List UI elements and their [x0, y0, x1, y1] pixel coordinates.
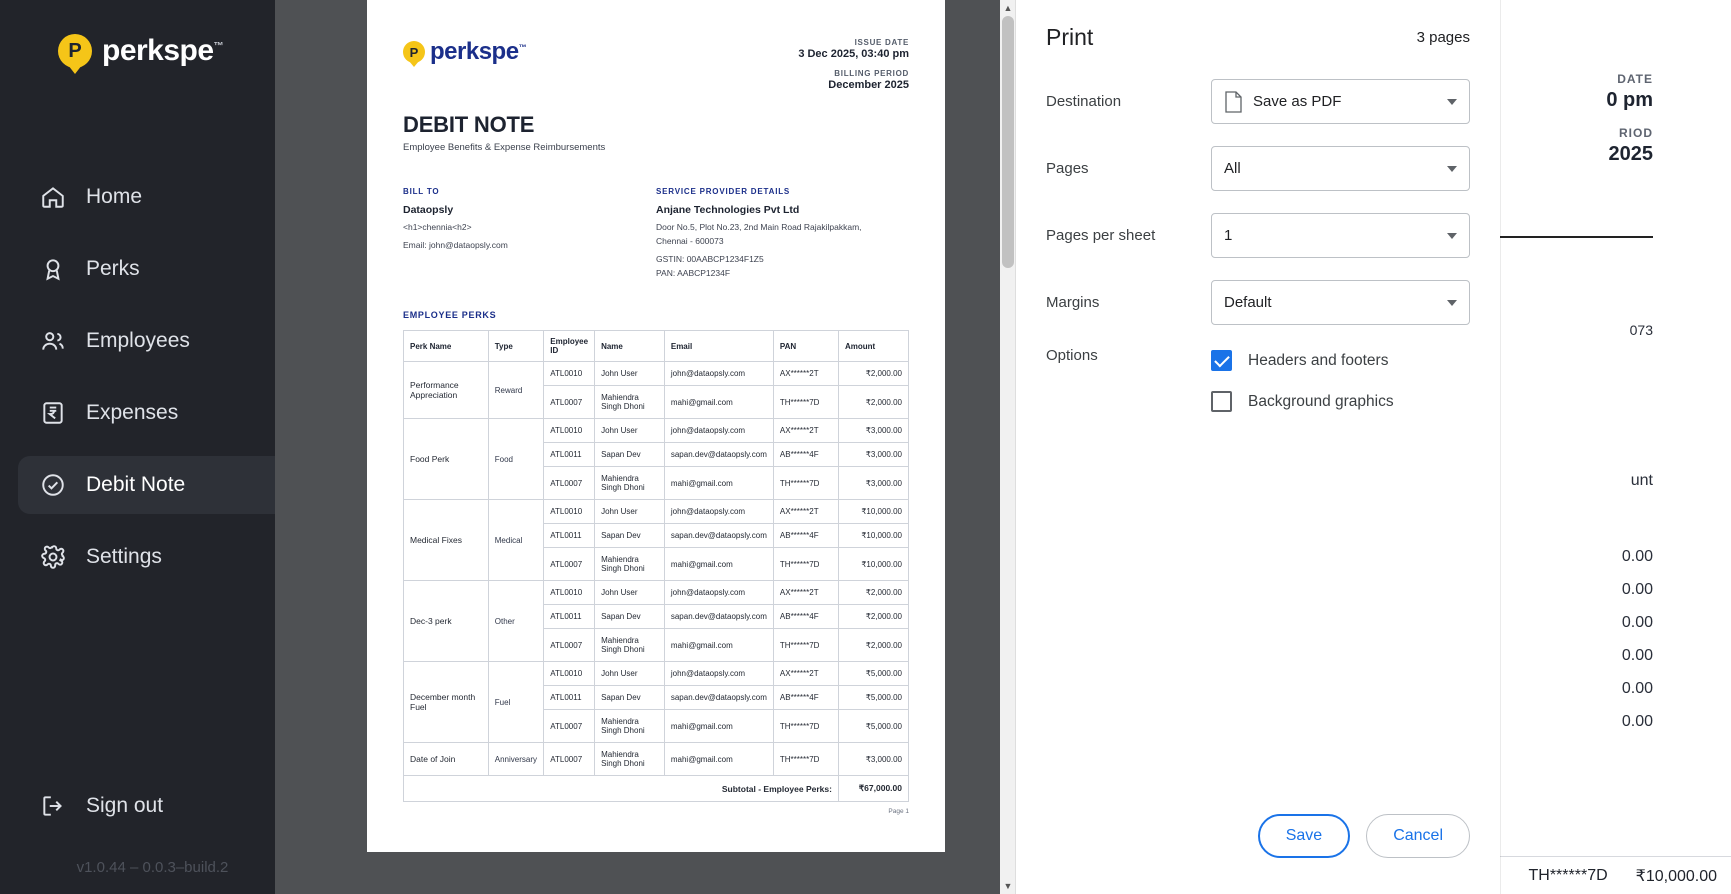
cell-email: mahi@gmail.com: [664, 710, 773, 743]
cell-name: Mahiendra Singh Dhoni: [595, 710, 665, 743]
margins-row: [1046, 280, 1470, 325]
col-employee-id: Employee ID: [544, 331, 595, 362]
cell-amount: ₹3,000.00: [838, 419, 908, 443]
background-cell-pan: TH******7D: [1528, 866, 1608, 884]
bill-to-heading: BILL TO: [403, 187, 440, 196]
check-circle-icon: [38, 470, 68, 500]
cell-amount: ₹3,000.00: [838, 467, 908, 500]
cell-amount: ₹2,000.00: [838, 386, 908, 419]
cell-employee-id: ATL0007: [544, 386, 595, 419]
print-dialog: [1016, 0, 1500, 894]
cell-perk-name: December month Fuel: [404, 662, 489, 743]
cell-pan: AX******2T: [773, 581, 838, 605]
medal-icon: [38, 254, 68, 284]
options-row: [1046, 347, 1470, 412]
cell-amount: ₹10,000.00: [838, 548, 908, 581]
chevron-down-icon: [1447, 166, 1457, 172]
background-graphics-label: Background graphics: [1248, 392, 1394, 410]
cell-amount: ₹10,000.00: [838, 524, 908, 548]
cell-employee-id: ATL0011: [544, 524, 595, 548]
sidebar-item-label: Home: [86, 185, 143, 208]
cell-employee-id: ATL0007: [544, 629, 595, 662]
cell-employee-id: ATL0011: [544, 686, 595, 710]
chevron-down-icon: [1447, 99, 1457, 105]
cell-email: sapan.dev@dataopsly.com: [664, 443, 773, 467]
cell-name: Sapan Dev: [595, 605, 665, 629]
sidebar-item-home[interactable]: [18, 168, 287, 226]
page-number: Page 1: [888, 808, 909, 815]
pages-label: Pages: [1046, 160, 1089, 177]
cell-employee-id: ATL0007: [544, 548, 595, 581]
sidebar-item-label: Expenses: [86, 401, 179, 424]
cell-amount: ₹10,000.00: [838, 500, 908, 524]
bill-to-address: <h1>chennia<h2>: [403, 222, 472, 232]
cell-email: john@dataopsly.com: [664, 581, 773, 605]
pages-select[interactable]: [1211, 146, 1470, 191]
service-provider-heading: SERVICE PROVIDER DETAILS: [656, 187, 791, 196]
sidebar-nav: [0, 168, 305, 586]
cell-pan: AB******4F: [773, 686, 838, 710]
cell-employee-id: ATL0010: [544, 419, 595, 443]
bill-to-name: Dataopsly: [403, 204, 454, 216]
background-cell-amount: ₹10,000.00: [1635, 867, 1717, 885]
print-dialog-header: [1016, 0, 1500, 61]
background-billing-period: 2025: [1608, 143, 1653, 165]
background-amount-item: 0.00: [1621, 680, 1653, 697]
app-version: v1.0.44 – 0.0.3–build.2: [76, 859, 229, 876]
background-graphics-checkbox[interactable]: [1211, 391, 1470, 412]
cell-name: John User: [595, 419, 665, 443]
cell-type: Reward: [488, 362, 544, 419]
cell-email: sapan.dev@dataopsly.com: [664, 524, 773, 548]
cell-amount: ₹2,000.00: [838, 362, 908, 386]
checkbox-icon[interactable]: [1211, 350, 1232, 371]
cell-pan: TH******7D: [773, 743, 838, 776]
cell-email: john@dataopsly.com: [664, 419, 773, 443]
chevron-down-icon: [1447, 233, 1457, 239]
table-row: [404, 662, 909, 686]
sign-out-icon: [38, 791, 68, 821]
service-provider-gstin: GSTIN: 00AABCP1234F1Z5: [656, 254, 764, 264]
service-provider-pan: PAN: AABCP1234F: [656, 268, 731, 278]
checkbox-icon[interactable]: [1211, 391, 1232, 412]
table-row: [404, 362, 909, 386]
background-issue-date-label: DATE: [1617, 72, 1653, 86]
cell-email: john@dataopsly.com: [664, 362, 773, 386]
cell-amount: ₹5,000.00: [838, 710, 908, 743]
cell-name: Sapan Dev: [595, 686, 665, 710]
background-amount-item: 0.00: [1621, 713, 1653, 730]
cell-name: John User: [595, 500, 665, 524]
brand-trademark: ™: [213, 41, 224, 52]
table-row: [404, 581, 909, 605]
cell-name: Mahiendra Singh Dhoni: [595, 467, 665, 500]
cell-type: Medical: [488, 500, 544, 581]
cell-name: Sapan Dev: [595, 443, 665, 467]
cell-email: john@dataopsly.com: [664, 500, 773, 524]
background-amount-item: 0.00: [1621, 548, 1653, 565]
sidebar-item-employees[interactable]: [18, 312, 287, 370]
gear-icon: [38, 542, 68, 572]
brand-badge-icon: P: [58, 34, 92, 68]
col-type: Type: [488, 331, 544, 362]
parties-section: [403, 187, 909, 280]
subtotal-row: [404, 776, 909, 802]
headers-and-footers-label: Headers and footers: [1248, 351, 1389, 369]
cell-pan: AX******2T: [773, 419, 838, 443]
destination-row: [1046, 79, 1470, 124]
cell-amount: ₹2,000.00: [838, 605, 908, 629]
cancel-button[interactable]: Cancel: [1366, 814, 1470, 858]
cell-email: mahi@gmail.com: [664, 629, 773, 662]
cell-pan: AX******2T: [773, 500, 838, 524]
issue-date-label: ISSUE DATE: [854, 38, 909, 47]
sidebar-item-label: Employees: [86, 329, 190, 352]
cell-type: Fuel: [488, 662, 544, 743]
options-list: [1211, 347, 1470, 412]
cell-perk-name: Date of Join: [404, 743, 489, 776]
col-perk-name: Perk Name: [404, 331, 489, 362]
bill-to-block: [403, 187, 656, 280]
pages-per-sheet-select[interactable]: [1211, 213, 1470, 258]
cell-name: John User: [595, 362, 665, 386]
brand-trademark: ™: [518, 43, 527, 52]
background-amount-item: 0.00: [1621, 581, 1653, 598]
sidebar-item-label: Debit Note: [86, 473, 186, 496]
dialog-right-gutter: [1500, 0, 1731, 894]
cell-pan: AB******4F: [773, 524, 838, 548]
sidebar-item-label: Perks: [86, 257, 140, 280]
employee-perks-heading: EMPLOYEE PERKS: [403, 310, 497, 320]
cell-email: mahi@gmail.com: [664, 548, 773, 581]
cell-amount: ₹5,000.00: [838, 662, 908, 686]
cell-pan: TH******7D: [773, 467, 838, 500]
document-subtitle: Employee Benefits & Expense Reimbursements: [403, 142, 606, 153]
margins-label: Margins: [1046, 294, 1100, 311]
cell-name: Mahiendra Singh Dhoni: [595, 743, 665, 776]
cell-amount: ₹3,000.00: [838, 443, 908, 467]
cell-amount: ₹3,000.00: [838, 743, 908, 776]
destination-label: Destination: [1046, 93, 1122, 110]
cell-type: Food: [488, 419, 544, 500]
employee-perks-table: [403, 330, 909, 802]
cell-amount: ₹5,000.00: [838, 686, 908, 710]
cell-email: mahi@gmail.com: [664, 386, 773, 419]
cell-type: Other: [488, 581, 544, 662]
cell-email: john@dataopsly.com: [664, 662, 773, 686]
cell-employee-id: ATL0011: [544, 605, 595, 629]
scroll-down-arrow[interactable]: ▼: [1003, 881, 1013, 891]
scroll-up-arrow[interactable]: ▲: [1003, 3, 1013, 13]
destination-select[interactable]: [1211, 79, 1470, 124]
cell-pan: AX******2T: [773, 662, 838, 686]
save-button[interactable]: Save: [1258, 814, 1350, 858]
cell-employee-id: ATL0007: [544, 467, 595, 500]
billing-period-value: December 2025: [828, 79, 909, 91]
sidebar-item-debit-note[interactable]: [18, 456, 287, 514]
cell-name: John User: [595, 581, 665, 605]
service-provider-address-2: Chennai - 600073: [656, 236, 724, 246]
cell-email: sapan.dev@dataopsly.com: [664, 605, 773, 629]
destination-value: Save as PDF: [1253, 93, 1342, 110]
cell-perk-name: Food Perk: [404, 419, 489, 500]
background-issue-date: 0 pm: [1606, 89, 1653, 111]
sidebar-item-label: Settings: [86, 545, 162, 568]
people-icon: [38, 326, 68, 356]
col-amount: Amount: [838, 331, 908, 362]
cell-name: Mahiendra Singh Dhoni: [595, 548, 665, 581]
cell-employee-id: ATL0010: [544, 500, 595, 524]
pages-per-sheet-value: 1: [1224, 227, 1233, 244]
pdf-file-icon: [1224, 91, 1243, 113]
print-preview-pane: [275, 0, 1016, 894]
cell-amount: ₹2,000.00: [838, 581, 908, 605]
background-amount-item: 0.00: [1621, 614, 1653, 631]
options-label: Options: [1046, 347, 1098, 364]
cell-employee-id: ATL0010: [544, 362, 595, 386]
subtotal-value: ₹67,000.00: [838, 776, 908, 802]
headers-and-footers-checkbox[interactable]: [1211, 350, 1470, 371]
issue-date-value: 3 Dec 2025, 03:40 pm: [798, 48, 909, 60]
cell-pan: AB******4F: [773, 443, 838, 467]
background-billing-period-label: RIOD: [1619, 126, 1653, 140]
sidebar-item-expenses[interactable]: [18, 384, 287, 442]
cell-name: Mahiendra Singh Dhoni: [595, 386, 665, 419]
sidebar: [0, 0, 305, 894]
cell-name: Sapan Dev: [595, 524, 665, 548]
service-provider-name: Anjane Technologies Pvt Ltd: [656, 204, 800, 216]
pages-per-sheet-row: [1046, 213, 1470, 258]
cell-employee-id: ATL0010: [544, 662, 595, 686]
cell-name: Mahiendra Singh Dhoni: [595, 629, 665, 662]
scroll-thumb[interactable]: [1002, 16, 1014, 268]
col-name: Name: [595, 331, 665, 362]
cell-employee-id: ATL0007: [544, 710, 595, 743]
cell-perk-name: Performance Appreciation: [404, 362, 489, 419]
invoice-content: [367, 0, 945, 802]
background-amount-header: unt: [1630, 472, 1653, 489]
brand-logo: [0, 0, 305, 68]
table-row: [404, 743, 909, 776]
table-row: [404, 500, 909, 524]
billing-period-label: BILLING PERIOD: [834, 69, 909, 78]
cell-perk-name: Medical Fixes: [404, 500, 489, 581]
pages-value: All: [1224, 160, 1241, 177]
sidebar-item-settings[interactable]: [18, 528, 287, 586]
subtotal-label: Subtotal - Employee Perks:: [404, 776, 839, 802]
home-icon: [38, 182, 68, 212]
background-gstin-fragment: 073: [1629, 322, 1653, 338]
table-row: [404, 419, 909, 443]
cell-perk-name: Dec-3 perk: [404, 581, 489, 662]
sidebar-item-perks[interactable]: [18, 240, 287, 298]
brand-badge-icon: P: [403, 41, 425, 63]
print-settings: [1016, 61, 1500, 434]
cell-employee-id: ATL0007: [544, 743, 595, 776]
cell-pan: AB******4F: [773, 605, 838, 629]
cell-employee-id: ATL0011: [544, 443, 595, 467]
cell-pan: TH******7D: [773, 548, 838, 581]
cell-pan: AX******2T: [773, 362, 838, 386]
cell-email: mahi@gmail.com: [664, 467, 773, 500]
cell-pan: TH******7D: [773, 629, 838, 662]
document-title: DEBIT NOTE: [403, 112, 535, 137]
sign-out-label: Sign out: [86, 794, 164, 817]
cell-amount: ₹2,000.00: [838, 629, 908, 662]
bill-to-email: Email: john@dataopsly.com: [403, 240, 508, 250]
cell-name: John User: [595, 662, 665, 686]
background-amount-item: 0.00: [1621, 647, 1653, 664]
cell-email: mahi@gmail.com: [664, 743, 773, 776]
print-page-count: 3 pages: [1416, 29, 1470, 46]
invoice-header: [403, 38, 909, 100]
print-dialog-footer: [1016, 814, 1500, 894]
preview-scrollbar[interactable]: [1000, 0, 1016, 894]
table-header-row: [404, 331, 909, 362]
col-pan: PAN: [773, 331, 838, 362]
cell-employee-id: ATL0010: [544, 581, 595, 605]
col-email: Email: [664, 331, 773, 362]
margins-value: Default: [1224, 294, 1272, 311]
service-provider-address-1: Door No.5, Plot No.23, 2nd Main Road Rajakilpakkam,: [656, 222, 862, 232]
cell-pan: TH******7D: [773, 710, 838, 743]
margins-select[interactable]: [1211, 280, 1470, 325]
invoice-brand-name: perkspe™: [430, 38, 527, 65]
cell-type: Anniversary: [488, 743, 544, 776]
cell-email: sapan.dev@dataopsly.com: [664, 686, 773, 710]
preview-page: [367, 0, 945, 852]
cell-pan: TH******7D: [773, 386, 838, 419]
chevron-down-icon: [1447, 300, 1457, 306]
pages-per-sheet-label: Pages per sheet: [1046, 227, 1156, 244]
print-dialog-title: Print: [1046, 24, 1094, 50]
pages-row: [1046, 146, 1470, 191]
signout-area: [0, 777, 305, 859]
rupee-note-icon: [38, 398, 68, 428]
sign-out-button[interactable]: [18, 777, 287, 835]
invoice-meta: [798, 38, 909, 100]
brand-name: perkspe™: [102, 34, 224, 67]
service-provider-block: [656, 187, 909, 280]
invoice-logo: [403, 38, 526, 66]
